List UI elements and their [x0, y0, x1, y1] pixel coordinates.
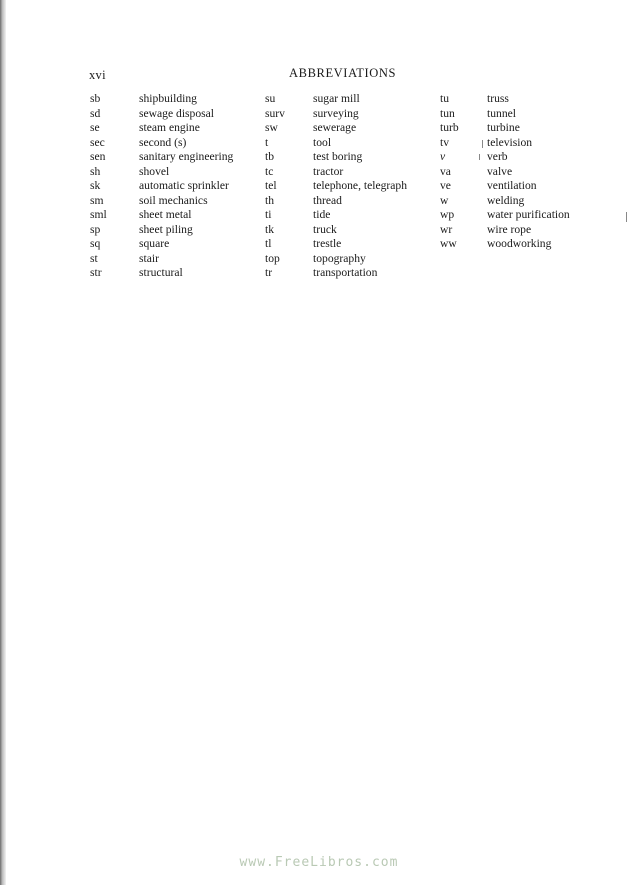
meaning: steam engine — [139, 121, 200, 134]
abbreviation: th — [265, 193, 275, 207]
meaning: sheet piling — [139, 222, 193, 236]
abbreviation: su — [265, 92, 276, 105]
abbreviation: w — [440, 193, 449, 207]
abbreviation: tk — [265, 222, 275, 236]
abbreviation-column-1 — [90, 92, 107, 281]
abbreviation: tc — [265, 164, 274, 178]
scan-speck — [626, 212, 627, 222]
abbreviation: sd — [90, 106, 101, 120]
abbreviation: sp — [90, 222, 101, 236]
page-number: xvi — [89, 68, 106, 82]
abbreviation: v — [440, 150, 446, 163]
meaning: tool — [313, 135, 332, 149]
abbreviation: surv — [265, 106, 285, 120]
abbreviation: sm — [90, 193, 104, 207]
abbreviation: tv — [440, 135, 450, 149]
abbreviation: sb — [90, 92, 101, 105]
meaning: welding — [487, 193, 525, 207]
meaning: automatic sprinkler — [139, 179, 229, 192]
meaning: tunnel — [487, 106, 516, 120]
meaning: water purification — [487, 208, 570, 221]
scan-edge-shadow — [0, 0, 6, 885]
abbreviation: sw — [265, 121, 278, 134]
abbreviation: ve — [440, 179, 451, 192]
abbreviation: st — [90, 251, 98, 265]
meaning: turbine — [487, 121, 520, 134]
meaning: telephone, telegraph — [313, 179, 407, 192]
abbreviation: sen — [90, 150, 106, 163]
meaning-column-3 — [487, 92, 570, 252]
abbreviation: tun — [440, 106, 455, 120]
abbreviation: sq — [90, 237, 101, 250]
meaning: wire rope — [487, 222, 532, 236]
meaning: transportation — [313, 266, 378, 279]
meaning: shipbuilding — [139, 92, 197, 105]
meaning: tide — [313, 208, 331, 221]
meaning-column-2 — [313, 92, 407, 281]
meaning: trestle — [313, 237, 342, 250]
meaning-column-1 — [139, 92, 233, 281]
meaning: soil mechanics — [139, 193, 208, 207]
scan-speck — [482, 140, 483, 148]
abbreviation: t — [265, 135, 269, 149]
meaning: tractor — [313, 164, 344, 178]
abbreviation-column-3 — [440, 92, 459, 252]
meaning: structural — [139, 266, 183, 279]
abbreviation: tr — [265, 266, 273, 279]
abbreviation: tl — [265, 237, 272, 250]
abbreviation: sml — [90, 208, 107, 221]
footer-watermark: www.FreeLibros.com — [239, 855, 399, 870]
abbreviation: va — [440, 164, 451, 178]
abbreviation: se — [90, 121, 100, 134]
meaning: truck — [313, 222, 337, 236]
meaning: woodworking — [487, 237, 552, 250]
meaning: valve — [487, 164, 513, 178]
meaning: shovel — [139, 164, 170, 178]
abbreviation: top — [265, 251, 280, 265]
meaning: surveying — [313, 106, 359, 120]
meaning: sewage disposal — [139, 106, 215, 120]
abbreviation: sh — [90, 164, 101, 178]
abbreviation: ti — [265, 208, 272, 221]
running-title: ABBREVIATIONS — [289, 66, 397, 80]
meaning: truss — [487, 92, 509, 105]
meaning: second (s) — [139, 135, 187, 149]
abbreviation: str — [90, 266, 102, 279]
abbreviation: wp — [440, 208, 455, 221]
meaning: stair — [139, 251, 159, 265]
meaning: sugar mill — [313, 92, 360, 105]
abbreviation: turb — [440, 121, 459, 134]
meaning: verb — [487, 150, 508, 163]
abbreviation-column-2 — [265, 92, 285, 281]
meaning: thread — [313, 193, 342, 207]
meaning: test boring — [313, 150, 363, 163]
meaning: sanitary engineering — [139, 150, 234, 163]
meaning: ventilation — [487, 179, 537, 192]
abbreviation: sk — [90, 179, 101, 192]
abbreviation: tb — [265, 150, 275, 163]
abbreviation: tel — [265, 179, 277, 192]
abbreviation: tu — [440, 92, 450, 105]
meaning: sewerage — [313, 121, 357, 134]
abbreviation: ww — [440, 237, 457, 250]
meaning: television — [487, 135, 533, 149]
meaning: sheet metal — [139, 208, 192, 221]
abbreviation: sec — [90, 135, 105, 149]
meaning: topography — [313, 251, 366, 265]
meaning: square — [139, 237, 170, 250]
abbreviation: wr — [440, 222, 453, 236]
scan-speck — [479, 154, 480, 160]
